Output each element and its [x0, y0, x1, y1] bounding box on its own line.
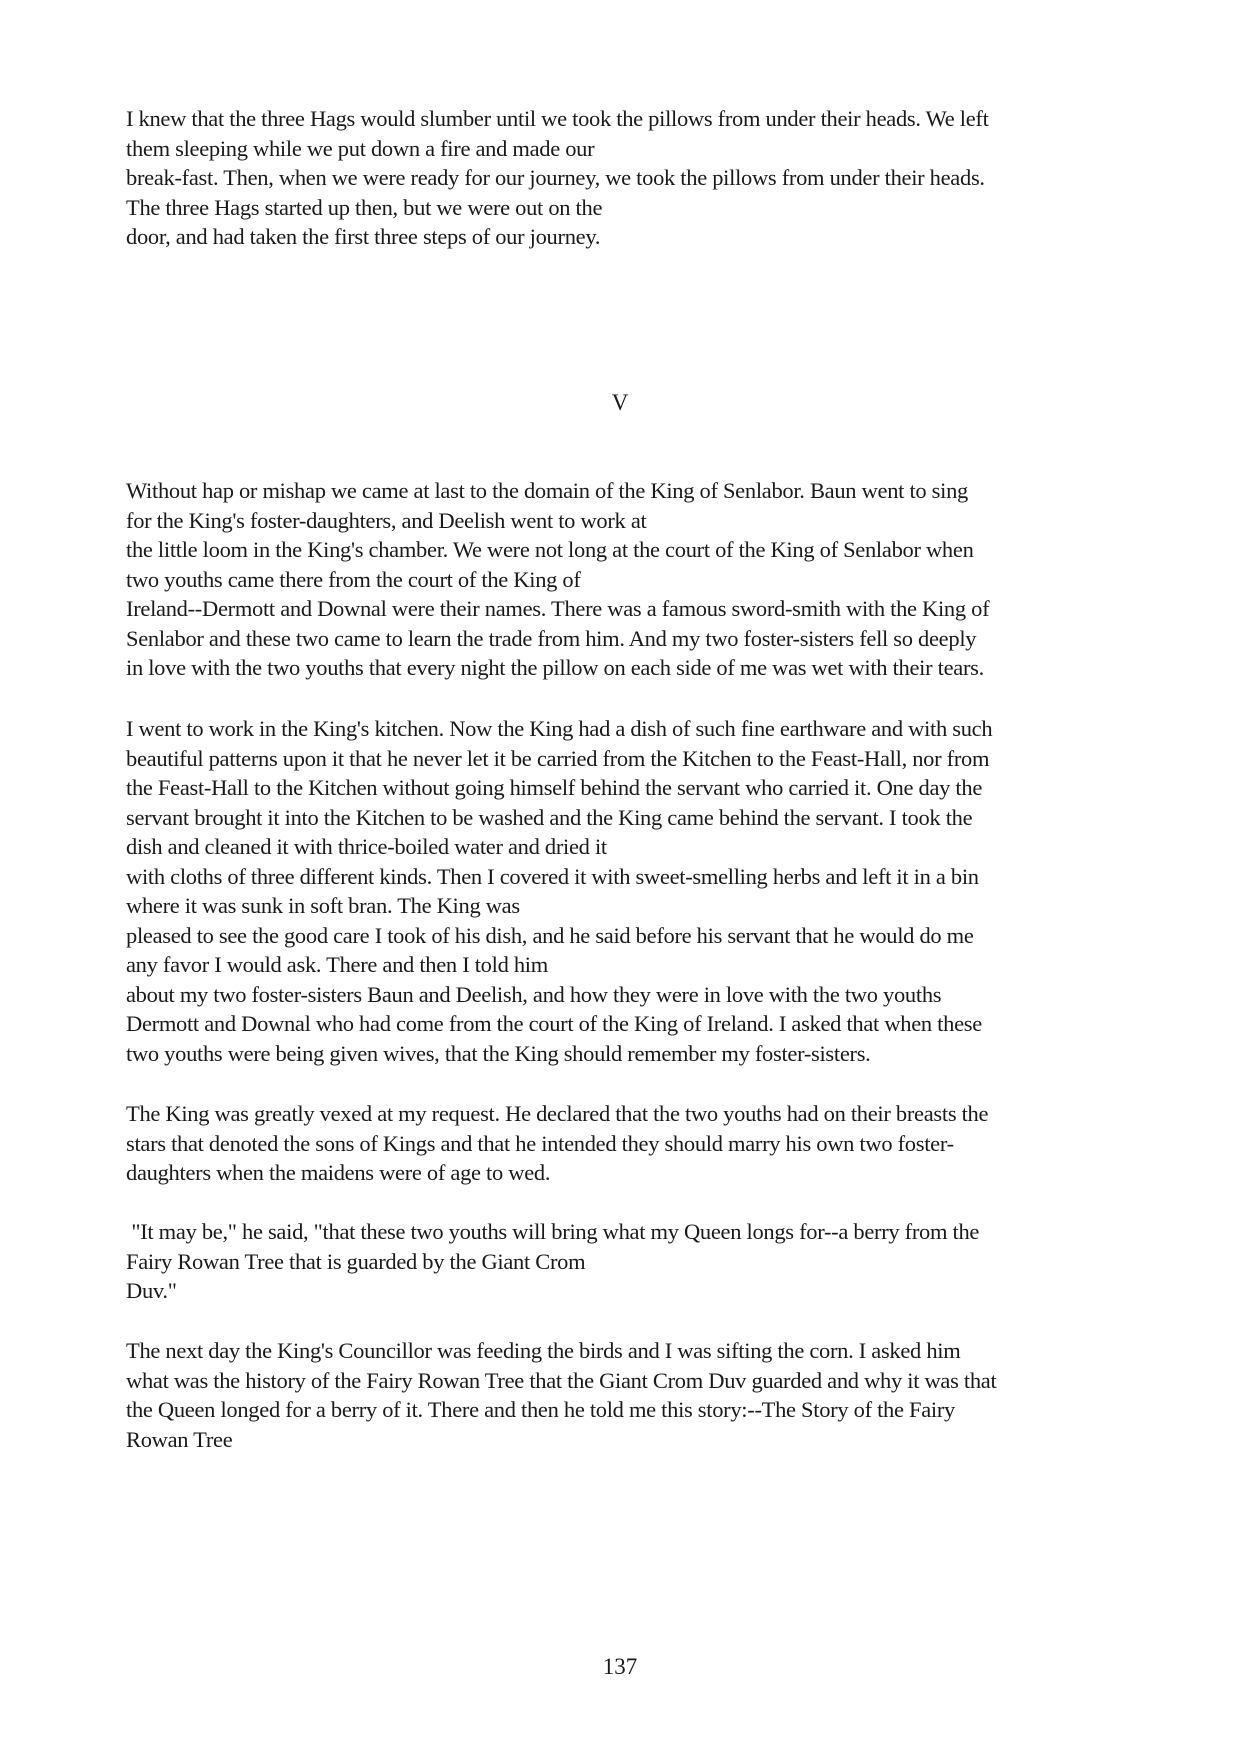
text-line: stars that denoted the sons of Kings and that he intended they should marry his own two foster-: [126, 1130, 954, 1156]
text-line: beautiful patterns upon it that he never let it be carried from the Kitchen to the Feast-Hall, nor from: [126, 745, 990, 771]
text-line: "It may be," he said, "that these two youths will bring what my Queen longs for--a berry from the: [126, 1219, 980, 1244]
request-section: [126, 1099, 1146, 1188]
text-line: where it was sunk in soft bran. The King was: [126, 893, 520, 918]
text-line: Ireland--Dermott and Downal were their names. There was a famous sword-smith with the King of: [126, 596, 990, 621]
chapter-heading: V: [611, 390, 629, 415]
quote-section: [126, 1217, 1146, 1306]
text-line: about my two foster-sisters Baun and Deelish, and how they were in love with the two youths: [126, 981, 942, 1007]
text-line: the Feast-Hall to the Kitchen without going himself behind the servant who carried it. One day the: [126, 775, 983, 800]
paragraph-1: [126, 104, 1146, 252]
page-number: 137: [602, 1654, 638, 1679]
text-line: them sleeping while we put down a fire and made our: [126, 135, 595, 161]
text-line: door, and had taken the first three steps of our journey.: [126, 224, 601, 249]
text-line: Dermott and Downal who had come from the court of the King of Ireland. I asked that when these: [126, 1011, 982, 1036]
councillor-section: [126, 1336, 1146, 1454]
paragraph-2: [126, 476, 1146, 683]
text-line: the Queen longed for a berry of it. There and then he told me this story:--The Story of the Fairy: [126, 1397, 955, 1422]
text-line: for the King's foster-daughters, and Deelish went to work at: [126, 507, 647, 533]
text-line: Duv.": [126, 1278, 177, 1303]
text-line: daughters when the maidens were of age to wed.: [126, 1160, 551, 1185]
paragraph-6: [126, 1336, 1146, 1454]
text-line: any favor I would ask. There and then I told him: [126, 952, 548, 977]
text-line: The three Hags started up then, but we were out on the: [126, 194, 603, 220]
text-line: Fairy Rowan Tree that is guarded by the Giant Crom: [126, 1248, 586, 1274]
kitchen-section: [126, 714, 1146, 1068]
text-line: what was the history of the Fairy Rowan Tree that the Giant Crom Duv guarded and why it was that: [126, 1367, 997, 1393]
chapter-section: [126, 476, 1146, 683]
text-line: The next day the King's Councillor was feeding the birds and I was sifting the corn. I asked him: [126, 1338, 961, 1363]
paragraph-3: [126, 714, 1146, 1068]
text-line: Rowan Tree: [126, 1426, 233, 1452]
text-line: in love with the two youths that every night the pillow on each side of me was wet with their tears.: [126, 655, 984, 680]
text-line: two youths were being given wives, that the King should remember my foster-sisters.: [126, 1040, 871, 1066]
text-line: the little loom in the King's chamber. We were not long at the court of the King of Senlabor when: [126, 537, 974, 562]
text-line: Senlabor and these two came to learn the trade from him. And my two foster-sisters fell so deeply: [126, 625, 977, 651]
paragraph-4: [126, 1099, 1146, 1188]
text-line: dish and cleaned it with thrice-boiled water and dried it: [126, 834, 607, 859]
text-line: Without hap or mishap we came at last to the domain of the King of Senlabor. Baun went to sing: [126, 478, 968, 503]
text-line: I went to work in the King's kitchen. Now the King had a dish of such fine earthware and with such: [126, 716, 993, 741]
text-line: pleased to see the good care I took of his dish, and he said before his servant that he would do me: [126, 922, 974, 948]
text-line: I knew that the three Hags would slumber until we took the pillows from under their heads. We left: [126, 106, 989, 131]
text-line: two youths came there from the court of the King of: [126, 566, 581, 592]
opening-section: [126, 104, 1146, 252]
text-line: with cloths of three different kinds. Then I covered it with sweet-smelling herbs and left it in a bin: [126, 863, 979, 889]
text-line: The King was greatly vexed at my request. He declared that the two youths had on their breasts the: [126, 1101, 989, 1126]
text-line: servant brought it into the Kitchen to be washed and the King came behind the servant. I took the: [126, 804, 973, 830]
paragraph-5: [126, 1217, 1146, 1306]
text-line: break-fast. Then, when we were ready for our journey, we took the pillows from under their heads.: [126, 165, 985, 190]
